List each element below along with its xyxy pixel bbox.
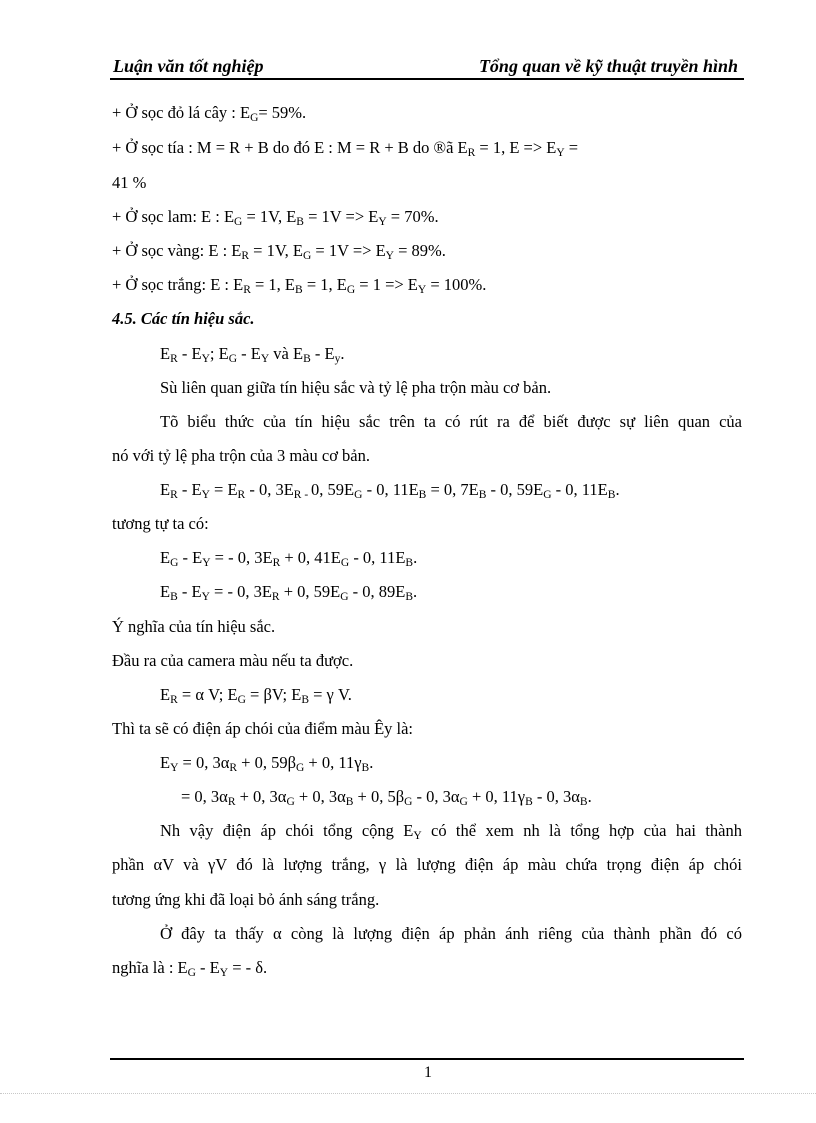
line-white-stripe [112, 275, 486, 295]
text-run: - 0, 89E [348, 582, 406, 601]
text-run: = E [209, 480, 238, 499]
text-run: + 0, 11γ [304, 753, 362, 772]
text-run: - 0, 11E [349, 548, 406, 567]
text-run: = [564, 138, 579, 157]
subscript: B [579, 796, 588, 808]
line-magenta-stripe-cont [112, 173, 146, 193]
text-run: + 0, 59E [279, 582, 341, 601]
subscript: Y [378, 216, 387, 228]
subscript: R [170, 353, 178, 365]
text-run: = 1, E [250, 275, 296, 294]
subscript: R [170, 694, 178, 706]
paragraph-alpha-end [112, 958, 267, 978]
text-run: + 0, 59β [237, 753, 296, 772]
paragraph-alpha: Ở đây ta thấy α còng là lượng điện áp phản ánh riêng của thành phần đó có [160, 924, 742, 943]
text-run: . [413, 548, 418, 567]
text-run: = 0, 3α [181, 787, 228, 806]
text-luminance-intro: Thì ta sẽ có điện áp chói của điểm màu Êy là: [112, 719, 414, 738]
text-run: = 1V => E [303, 207, 379, 226]
line-magenta-stripe [112, 138, 578, 158]
text-run: + Ở sọc đỏ lá cây : E [112, 103, 251, 122]
subscript: B [303, 353, 311, 365]
subscript: G [295, 762, 305, 774]
subscript: G [237, 694, 246, 706]
text-run: - 0, 3E [245, 480, 294, 499]
signal-list [160, 344, 344, 364]
text-run: - E [177, 480, 202, 499]
page-edge-dotted-line [0, 1093, 816, 1094]
subscript: R [227, 796, 236, 808]
text-run: = 1, E => E [475, 138, 557, 157]
header-left-title: Luận văn tốt nghiệp [113, 56, 264, 76]
equation-er-ey [160, 480, 620, 500]
subscript: R [272, 557, 281, 569]
text-run: = - 0, 3E [210, 548, 273, 567]
text-run: ; E [209, 344, 229, 363]
subscript: Y [385, 250, 394, 262]
text-run: E [160, 753, 171, 772]
subscript: B [345, 796, 354, 808]
text-run: E [160, 582, 171, 601]
subscript: G [170, 557, 179, 569]
paragraph-total-luminance-end: tương ứng khi đã loại bỏ ánh sáng trắng. [112, 890, 380, 909]
page-number: 1 [424, 1064, 432, 1081]
text-run: E [160, 344, 171, 363]
subscript: B [170, 591, 178, 603]
text-run: = - δ. [228, 958, 268, 977]
subscript: B [361, 762, 370, 774]
text-run: nghĩa là : E [112, 958, 188, 977]
subscript: R [237, 489, 246, 501]
subscript: B [525, 796, 533, 808]
text-run: = 0, 3α [178, 753, 230, 772]
text-run: - E [178, 548, 203, 567]
text-run: = 89%. [393, 241, 446, 260]
subscript: R [467, 147, 476, 159]
subscript: G [404, 796, 413, 808]
subscript: G [286, 796, 295, 808]
subscript: Y [202, 557, 211, 569]
paragraph-total-luminance-cont: phần αV và γV đó là lượng trắng, γ là lượng điện áp màu chứa trọng điện áp chói [112, 855, 742, 874]
text-run: - E [177, 344, 202, 363]
text-run: - E [237, 344, 261, 363]
subscript: Y [201, 489, 210, 501]
text-run: E [160, 480, 171, 499]
paragraph-derive: Tõ biểu thức của tín hiệu sắc trên ta có rút ra để biết được sự liên quan của [160, 412, 742, 431]
paragraph-derive-cont: nó với tỷ lệ pha trộn của 3 màu cơ bản. [112, 446, 371, 465]
text-run: 0, 59E [311, 480, 355, 499]
text-run: E [160, 548, 171, 567]
text-camera-output: Đầu ra của camera màu nếu ta được. [112, 651, 354, 670]
section-heading: 4.5. Các tín hiệu sắc. [112, 309, 255, 328]
text-meaning: Ý nghĩa của tín hiệu sắc. [112, 617, 276, 636]
text-run: . [615, 480, 620, 499]
subscript: B [301, 694, 309, 706]
subscript: G [250, 112, 259, 124]
text-run: = 1 => E [355, 275, 418, 294]
text-run: E [160, 685, 171, 704]
subscript: G [187, 967, 196, 979]
line-green-stripe [112, 103, 306, 123]
text-similarly: tương tự ta có: [112, 514, 209, 533]
text-run: = 1V, E [249, 241, 303, 260]
subscript: R [241, 250, 250, 262]
text-run: + Ở sọc vàng: E : E [112, 241, 242, 260]
text-run: - 0, 11E [362, 480, 419, 499]
subscript: Y [556, 147, 565, 159]
text-run: = 70%. [386, 207, 439, 226]
text-run: - 0, 11E [551, 480, 608, 499]
text-run: - 0, 3α [532, 787, 580, 806]
subscript: y [334, 353, 341, 365]
text-run: + Ở sọc trắng: E : E [112, 275, 244, 294]
subscript: Y [219, 967, 229, 979]
subscript: G [302, 250, 312, 262]
paragraph-relation: Sù liên quan giữa tín hiệu sắc và tỷ lệ pha trộn màu cơ bản. [160, 378, 552, 397]
subscript: B [607, 489, 616, 501]
text-run: - 0, 3α [412, 787, 460, 806]
text-run: = 1, E [302, 275, 347, 294]
subscript: R [243, 284, 251, 296]
subscript: B [478, 489, 487, 501]
text-run: = 0, 7E [426, 480, 479, 499]
subscript: G [459, 796, 468, 808]
equation-eb-ey [160, 582, 417, 602]
text-run: = α V; E [177, 685, 238, 704]
header-rule [110, 78, 744, 80]
text-run: và E [269, 344, 304, 363]
subscript: Y [170, 762, 179, 774]
equation-luminance-expanded [181, 787, 592, 807]
text-run: = βV; E [245, 685, 302, 704]
text-run: . [340, 344, 345, 363]
subscript: G [340, 591, 349, 603]
text-run: . [369, 753, 374, 772]
footer-rule [110, 1058, 744, 1060]
subscript: R [229, 762, 238, 774]
subscript: G [234, 216, 243, 228]
text-run: . [587, 787, 592, 806]
text-run: - 0, 59E [486, 480, 544, 499]
subscript: G [354, 489, 363, 501]
text-run: - E [310, 344, 335, 363]
equation-camera-output [160, 685, 352, 705]
subscript: B [295, 284, 303, 296]
subscript: R - [293, 489, 312, 501]
text-run: = 59%. [258, 103, 307, 122]
equation-eg-ey [160, 548, 417, 568]
subscript: Y [417, 284, 427, 296]
text-run: - E [177, 582, 202, 601]
subscript: G [228, 353, 238, 365]
text-run: = - 0, 3E [209, 582, 272, 601]
subscript: G [340, 557, 350, 569]
subscript: Y [260, 353, 270, 365]
line-yellow-stripe [112, 241, 446, 261]
subscript: R [170, 489, 178, 501]
text-run: + Ở sọc tía : M = R + B do đó E : M = R + B do ®ã E [112, 138, 468, 157]
header-right-title: Tổng quan về kỹ thuật truyền hình [478, 56, 738, 76]
subscript: B [405, 591, 414, 603]
equation-luminance [160, 753, 373, 773]
subscript: Y [201, 353, 210, 365]
text-run: 41 % [112, 173, 147, 192]
text-run: + 0, 5β [353, 787, 405, 806]
text-run: - E [195, 958, 220, 977]
text-run: + Ở sọc lam: E : E [112, 207, 235, 226]
text-run: + 0, 41E [280, 548, 341, 567]
text-run: + 0, 3α [294, 787, 346, 806]
text-run: + 0, 3α [235, 787, 287, 806]
text-run: . [413, 582, 418, 601]
text-run: = 100%. [426, 275, 487, 294]
subscript: Y [201, 591, 210, 603]
subscript: G [346, 284, 356, 296]
text-run: + 0, 11γ [467, 787, 526, 806]
subscript: B [418, 489, 427, 501]
subscript: R [271, 591, 280, 603]
text-run: = 1V => E [311, 241, 386, 260]
text-run: = 1V, E [242, 207, 297, 226]
subscript: B [405, 557, 414, 569]
text-run: = γ V. [309, 685, 352, 704]
line-blue-stripe [112, 207, 439, 227]
subscript: G [543, 489, 552, 501]
paragraph-total-luminance: Nh vậy điện áp chói tổng cộng $E_Y$ có thể xem nh là tổng hợp của hai thành [160, 821, 742, 842]
subscript: B [296, 216, 304, 228]
